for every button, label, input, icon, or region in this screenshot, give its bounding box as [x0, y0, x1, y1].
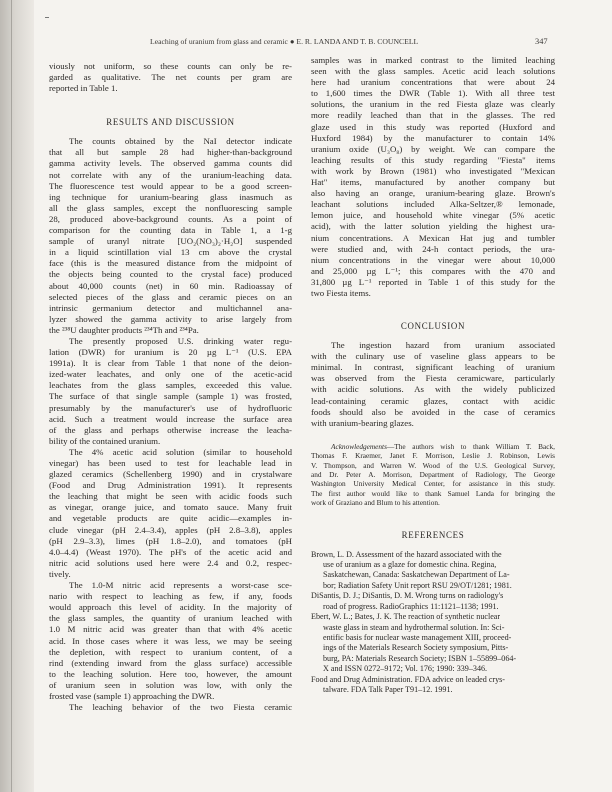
continued-paragraph: [311, 55, 555, 299]
text-line: 4.0–4.4) (Weast 1970). The pH's of the acetic acid and: [49, 546, 292, 557]
text-line: the leaching that might be seen with acidic foods such: [49, 491, 292, 502]
text-line: leachant solutions included Alka-Seltzer,® lemonade,: [311, 199, 555, 210]
text-line: the depletion, with respect to uranium content, of a: [49, 646, 292, 657]
text-line: leachates from the glass samples, exceeded this value.: [49, 380, 292, 391]
text-line: acid. Such a treatment would increase the surface area: [49, 413, 292, 424]
text-line: Huxford 1984) by the manufacturer to contain 14%: [311, 132, 555, 143]
reference-entry: [311, 612, 555, 674]
text-line: nium concentrations in the vinegar were about 10,000: [311, 254, 555, 265]
text-line: The surface of that single sample (sample 1) was frosted,: [49, 391, 292, 402]
reference-line: burg, PA: Materials Research Society; ISBN 1–55899–064-: [323, 653, 517, 663]
results-paragraph-2: [49, 336, 292, 447]
text-line: the ²³⁸U daughter products ²³⁴Th and ²³⁴Pa.: [49, 324, 199, 335]
text-line: V. Thompson, and Warren W. Wood of the U.S. Geological Survey,: [311, 460, 555, 470]
text-line: acid. In those cases where it was less, we may be seeing: [49, 635, 292, 646]
text-line: viously not uniform, so these counts can only be re-: [49, 61, 292, 71]
results-paragraph-1: [49, 136, 292, 336]
text-line: The counts obtained by the NaI detector indicate: [69, 136, 292, 147]
text-line: (Food and Drug Administration 1991). It represents: [49, 480, 292, 491]
text-line: all the glass samples, except the nonfluorescing sample: [49, 202, 292, 213]
text-line: glazed ceramics (Schellenberg 1990) and in crystalware: [49, 469, 292, 480]
text-line: to the leaching solution. Here too, however, the amount: [49, 668, 292, 679]
text-line: lead-containing ceramic glazes, contact with acidic: [311, 395, 555, 406]
text-line: acid), with the latter solution yielding the highest ura-: [311, 221, 555, 232]
results-paragraph-5: [49, 702, 292, 713]
text-line: with uranium-bearing glazes.: [311, 417, 414, 428]
reference-line: use of uranium as a glaze for domestic china. Regina,: [323, 560, 497, 570]
text-line: that all but sample 28 had higher-than-background: [49, 147, 292, 158]
reference-line: Ebert, W. L.; Bates, J. K. The reaction of synthetic nuclear: [311, 612, 501, 622]
text-line: nario with respect to leaching as few, if any, foods: [49, 591, 292, 602]
text-line: minimal. In contrast, significant leaching of uranium: [311, 362, 555, 373]
text-line: The fluorescence test would appear to be a good screen-: [49, 180, 292, 191]
binding-shadow: [0, 0, 34, 792]
reference-line: ings of the Materials Research Society symposium, Pitts-: [323, 643, 509, 653]
text-line: leaching results of this study regarding "Fiesta" items: [311, 154, 555, 165]
text-line: here had uranium concentrations that were about 24: [311, 77, 555, 88]
text-line: glaze used in this study was reported (Huxford and: [311, 121, 555, 132]
text-line: to 1,600 times the DWR (Table 1). With all three test: [311, 88, 555, 99]
text-line: 28, produced above-background counts. As a point of: [49, 213, 292, 224]
text-line: nitric acid solutions used here were 2.4 and 0.2, respec-: [49, 557, 292, 568]
text-line: The 4% acetic acid solution (similar to household: [69, 446, 292, 457]
text-line: samples was in marked contrast to the limited leaching: [311, 55, 555, 65]
references-heading: REFERENCES: [401, 529, 465, 540]
reference-entry: [311, 591, 555, 612]
text-line: solutions, the uranium in the red Fiesta glaze was clearly: [311, 99, 555, 110]
text-line: reported in Table 1.: [49, 83, 118, 94]
text-line: frosted vase (sample 1) approaching the DWR.: [49, 690, 215, 701]
scan-speck: [45, 17, 49, 18]
text-line: bility of the contained uranium.: [49, 435, 161, 446]
text-line: of uranium seen in solution was low, with only the: [49, 679, 292, 690]
text-line: presumably by the manufacturer's use of hydrofluoric: [49, 402, 292, 413]
reference-line: waste glass in steam and hydrothermal solution. In: Sci-: [323, 622, 505, 632]
text-line: also having an orange, uranium-bearing glaze. Brown's: [311, 188, 555, 199]
text-line: of the glass and perhaps otherwise increase the leacha-: [49, 424, 292, 435]
text-line: more readily leached than that in the glasses. The red: [311, 110, 555, 121]
conclusion-heading: CONCLUSION: [400, 321, 466, 332]
text-line: with the culinary use of vaseline glass appears to be: [311, 351, 555, 362]
reference-entry: [311, 675, 555, 696]
text-line: and 25,000 µg L⁻¹; this compares with the 470 and: [311, 265, 555, 276]
reference-line: talware. FDA Talk Paper T91–12. 1991.: [323, 684, 453, 694]
text-line: about 40,000 counts (net) in 60 min. Radioassay of: [49, 280, 292, 291]
text-line: rind (extending inward from the glass surface) accessible: [49, 657, 292, 668]
text-line: would approach this level of acidity. In the majority of: [49, 602, 292, 613]
text-line: and Dr. Peter A. Morrison, Department of Radiology, The George: [311, 470, 555, 480]
text-line: face (this is the measured distance from the midpoint of: [49, 258, 292, 269]
text-line: lyzer showed the gamma activity to arise largely from: [49, 313, 292, 324]
text-line: with work by Brown (1981) who investigated "Mexican: [311, 165, 555, 176]
reference-line: DiSantis, D. J.; DiSantis, D. M. Wrong turns on radiology's: [311, 591, 504, 601]
page-number: 347: [535, 37, 548, 46]
reference-line: road of progress. RadioGraphics 11:1121–1138; 1991.: [323, 601, 499, 611]
text-line: sample of uranyl nitrate [UO₂(NO₃)₂·H₂O] suspended: [49, 236, 292, 247]
text-line: as vinegar, orange juice, and tomato sauce. Many fruit: [49, 502, 292, 513]
text-line: selected pieces of the glass and ceramic pieces on an: [49, 291, 292, 302]
text-line: ized-water leachates, and only one of the acetic-acid: [49, 369, 292, 380]
text-line: gamma activity levels. The observed gamma counts did: [49, 158, 292, 169]
reference-line: entific basis for nuclear waste management XIII, proceed-: [323, 632, 512, 642]
text-line: were studied and, with 24-h contact periods, the ura-: [311, 243, 555, 254]
text-line: vinegar) has been used to test for leachable lead in: [49, 458, 292, 468]
text-line: foods should also be avoided in the case of ceramics: [311, 406, 555, 417]
text-line: Thomas F. Kraemer, Janet F. Morrison, Leslie J. Robinson, Lewis: [311, 451, 555, 461]
text-line: (pH 2.9–3.3), limes (pH 1.8–2.0), and tomatoes (pH: [49, 535, 292, 546]
results-discussion-heading: RESULTS AND DISCUSSION: [106, 117, 235, 128]
text-line: garded as qualitative. The net counts per gram are: [49, 72, 292, 83]
text-line: comparison for the counting data in Table 1, a 1-g: [49, 225, 292, 236]
reference-line: bor; Radiation Safety Unit report RSU 29/OT/1281; 1981.: [323, 580, 512, 590]
text-line: was observed from the Fiesta ceramicware, particularly: [311, 373, 555, 384]
text-line: Washington University Medical Center, for assistance in this study.: [311, 479, 555, 489]
text-line: lation (DWR) for uranium is 20 µg L⁻¹ (U.S. EPA: [49, 347, 292, 358]
reference-line: Saskatchewan, Canada: Saskatchewan Department of La-: [323, 570, 510, 580]
intro-paragraph: [49, 61, 292, 94]
reference-line: Food and Drug Administration. FDA advice on leaded crys-: [311, 674, 505, 684]
text-line: the objects being counted to the crystal face) produced: [49, 269, 292, 280]
acknowledgements: [311, 442, 555, 508]
conclusion-paragraph: [311, 340, 555, 429]
text-line: work of Graziano and Blum to his attention.: [311, 498, 440, 508]
reference-line: Brown, L. D. Assessment of the hazard associated with the: [311, 549, 502, 559]
left-column: [49, 61, 292, 713]
text-line: ing technique for uranium-bearing glass inasmuch as: [49, 191, 292, 202]
text-line: The ingestion hazard from uranium associated: [331, 340, 555, 351]
results-paragraph-4: [49, 580, 292, 702]
text-line: Hat" items, manufactured by another company but: [311, 177, 555, 188]
text-line: not correlate with any of the uranium-leaching data.: [49, 169, 292, 180]
text-line: 31,800 µg L⁻¹ reported in Table 1 of this study for the: [311, 276, 555, 287]
text-line: in a liquid scintillation vial 13 cm above the crystal: [49, 247, 292, 258]
text-line: the glass samples, the quantity of uranium leached with: [49, 613, 292, 624]
text-line: The leaching behavior of the two Fiesta ceramic: [69, 702, 292, 713]
references-list: [311, 550, 555, 696]
results-paragraph-3: [49, 447, 292, 580]
text-line: seen with the glass samples. Acetic acid leach solutions: [311, 66, 555, 77]
text-line: tively.: [49, 568, 71, 579]
reference-line: X and ISSN 0272–9172; Vol. 176; 1990: 339–346.: [323, 664, 488, 674]
text-line: and vegetable products are quite acidic—examples in-: [49, 513, 292, 524]
text-line: 1991a). It is clear from Table 1 that none of the deion-: [49, 358, 292, 369]
text-line: nium concentrations. A Mexican Hat jug and tumbler: [311, 232, 555, 243]
text-line: two Fiesta items.: [311, 287, 371, 298]
text-line: The 1.0-M nitric acid represents a worst-case sce-: [69, 580, 292, 591]
binding-edge-line: [11, 0, 12, 792]
text-line: lemon juice, and household white vinegar (5% acetic: [311, 210, 555, 221]
text-line: intrinsic germanium detector and multichannel ana-: [49, 302, 292, 313]
text-line: uranium oxide (U₃O₈) by weight. We can compare the: [311, 143, 555, 154]
text-line: Acknowledgements—The authors wish to thank William T. Back,: [331, 441, 555, 451]
text-line: The first author would like to thank Samuel Landa for bringing the: [311, 488, 555, 498]
running-head: Leaching of uranium from glass and ceramic ● E. R. LANDA AND T. B. COUNCELL: [150, 37, 419, 46]
text-line: The presently proposed U.S. drinking water regu-: [69, 335, 292, 346]
reference-entry: [311, 550, 555, 592]
right-column: [311, 55, 555, 695]
text-line: clude vinegar (pH 2.4–3.4), apples (pH 2.8–3.8), apples: [49, 524, 292, 535]
text-line: 1.0 M nitric acid was greater than that with 4% acetic: [49, 624, 292, 635]
text-line: with acidic solutions. As with the widely publicized: [311, 384, 555, 395]
